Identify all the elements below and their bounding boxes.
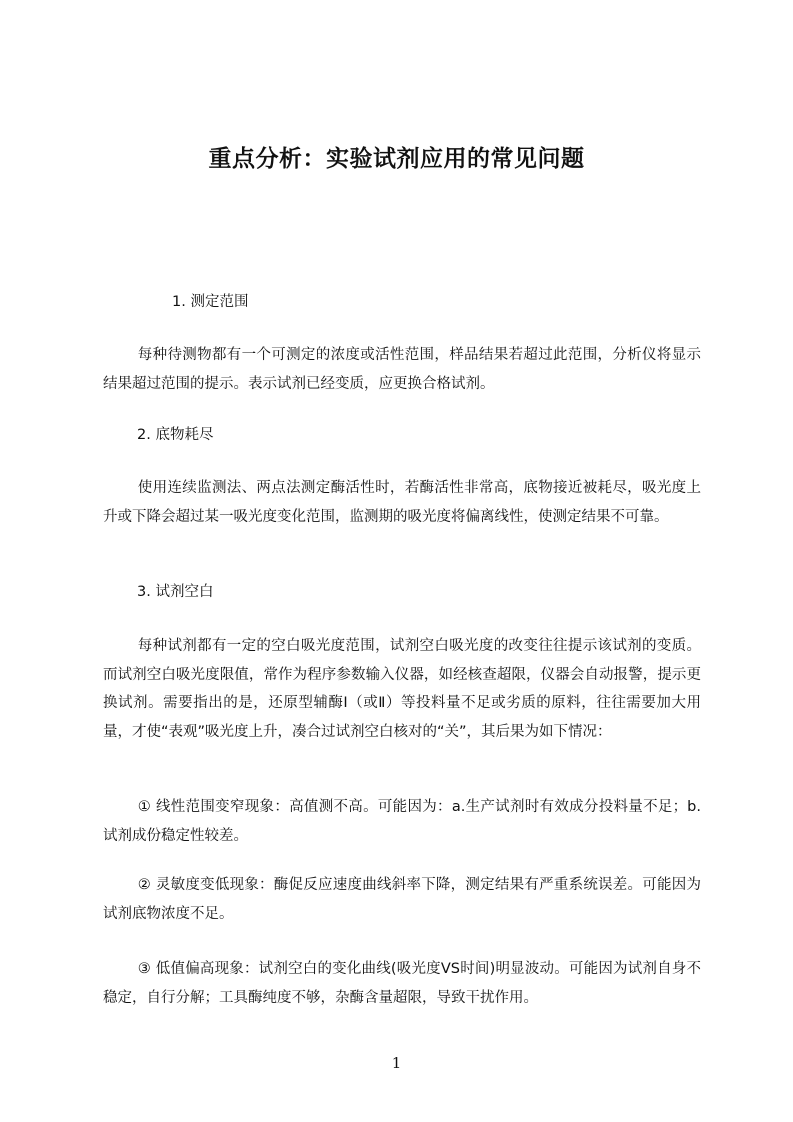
section-heading-reagent-blank: 3. 试剂空白 [137, 584, 214, 600]
section-heading-substrate-exhaustion: 2. 底物耗尽 [137, 427, 214, 443]
page-number: 1 [391, 1054, 402, 1072]
page-title: 重点分析：实验试剂应用的常见问题 [208, 146, 585, 172]
consequence-item-low-value: ③ 低值偏高现象：试剂空白的变化曲线(吸光度VS时间)明显波动。可能因为试剂自身不稳定，自行分解；工具酶纯度不够，杂酶含量超限，导致干扰作用。 [103, 961, 701, 1006]
consequence-item-linearity: ① 线性范围变窄现象：高值测不高。可能因为：a.生产试剂时有效成分投料量不足；b.试剂成份稳定性较差。 [103, 799, 701, 844]
section-paragraph-measurement-range: 每种待测物都有一个可测定的浓度或活性范围，样品结果若超过此范围，分析仪将显示结果超过范围的提示。表示试剂已经变质，应更换合格试剂。 [103, 347, 701, 392]
section-paragraph-substrate-exhaustion: 使用连续监测法、两点法测定酶活性时，若酶活性非常高，底物接近被耗尽，吸光度上升或下降会超过某一吸光度变化范围，监测期的吸光度将偏离线性，使测定结果不可靠。 [103, 480, 701, 525]
section-paragraph-reagent-blank: 每种试剂都有一定的空白吸光度范围，试剂空白吸光度的改变往往提示该试剂的变质。而试剂空白吸光度限值，常作为程序参数输入仪器，如经核查超限，仪器会自动报警，提示更换试剂。需要指出的是，还原型辅酶Ⅰ（或Ⅱ）等投料量不足或劣质的原料，往往需要加大用量，才使“表观”吸光度上升，凑合过试剂空白核对的“关”，其后果为如下情况： [103, 638, 701, 740]
section-heading-measurement-range: 1. 测定范围 [172, 294, 249, 310]
consequence-item-sensitivity: ② 灵敏度变低现象：酶促反应速度曲线斜率下降，测定结果有严重系统误差。可能因为试剂底物浓度不足。 [103, 877, 701, 922]
